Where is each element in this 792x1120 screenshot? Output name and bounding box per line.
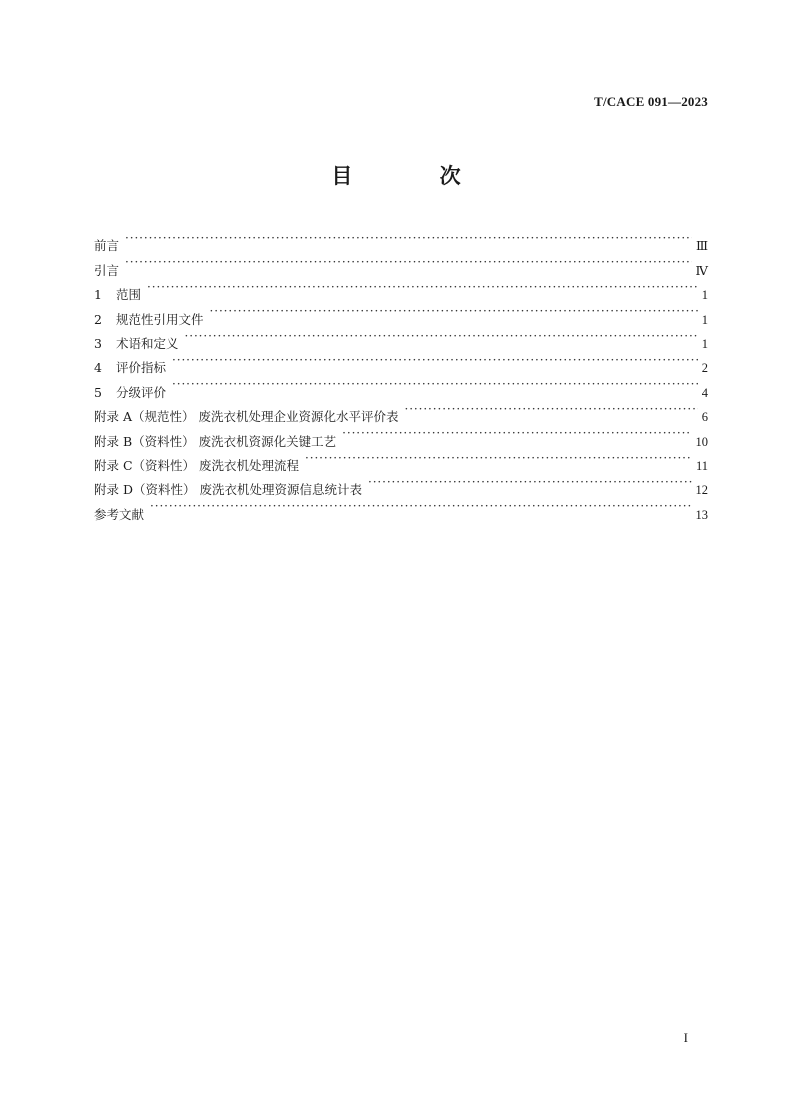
toc-entry[interactable] [94,226,708,254]
toc-entry-page: Ⅳ [695,263,708,278]
toc-entry-number: 3 [94,335,102,351]
toc-title: 目 次 [331,164,501,188]
toc-entry-number: 4 [94,360,102,376]
table-of-contents [94,226,708,522]
toc-entry[interactable] [94,299,708,327]
page-number: I [683,1030,688,1045]
toc-entry-text: 附录 A（规范性） 废洗衣机处理企业资源化水平评价表 [94,409,399,425]
toc-entry[interactable] [94,250,708,278]
toc-dot-leader [210,299,698,323]
toc-dot-leader [185,324,698,348]
toc-entry-text: 附录 C（资料性） 废洗衣机处理流程 [94,457,300,473]
toc-entry-text: 分级评价 [116,384,167,400]
toc-dot-leader [342,421,691,445]
toc-dot-leader [125,250,691,274]
toc-entry-page: 13 [695,507,708,522]
toc-dot-leader [368,470,692,494]
toc-entry-text: 术语和定义 [116,335,179,351]
toc-dot-leader [150,494,691,518]
toc-entry-text: 附录 D（资料性） 废洗衣机处理资源信息统计表 [94,482,362,498]
toc-entry-text: 附录 B（资料性） 废洗衣机资源化关键工艺 [94,433,337,449]
toc-entry-text: 引言 [94,262,120,278]
toc-entry-number: 2 [94,311,102,327]
toc-dot-leader [305,446,692,470]
toc-dot-leader [172,372,698,396]
toc-entry-label [94,283,147,307]
toc-entry-number: 5 [94,384,102,400]
toc-entry-page: 1 [701,312,708,327]
toc-entry-page: 11 [695,458,708,473]
toc-entry-text: 前言 [94,238,120,254]
toc-entry-page: 4 [701,385,708,400]
toc-entry-text: 范围 [116,287,142,303]
toc-entry-text: 规范性引用文件 [116,311,204,327]
toc-dot-leader [404,397,697,421]
toc-entry-page: 12 [695,483,708,498]
toc-entry-page: Ⅲ [695,239,708,254]
toc-entry-label [94,332,185,356]
toc-entry[interactable] [94,494,708,522]
toc-entry[interactable] [94,372,708,400]
toc-entry-page: 2 [701,361,708,376]
toc-dot-leader [125,226,692,250]
document-code: T/CACE 091—2023 [594,94,708,109]
toc-entry-page: 10 [695,434,708,449]
toc-entry-number: 1 [94,287,102,303]
toc-entry-text: 参考文献 [94,506,145,522]
toc-entry-page: 1 [701,288,708,303]
toc-entry[interactable] [94,348,708,376]
toc-entry-page: 6 [701,410,708,425]
toc-entry-label [94,454,305,478]
toc-entry-label [94,234,125,258]
toc-dot-leader [147,275,698,299]
toc-dot-leader [172,348,698,372]
toc-entry[interactable] [94,275,708,303]
toc-entry-label [94,356,172,380]
toc-entry-page: 1 [701,336,708,351]
toc-entry-label [94,259,125,283]
toc-entry[interactable] [94,397,708,425]
toc-entry-label [94,503,150,527]
toc-entry-label [94,381,172,405]
toc-entry[interactable] [94,324,708,351]
toc-entry-text: 评价指标 [116,360,167,376]
